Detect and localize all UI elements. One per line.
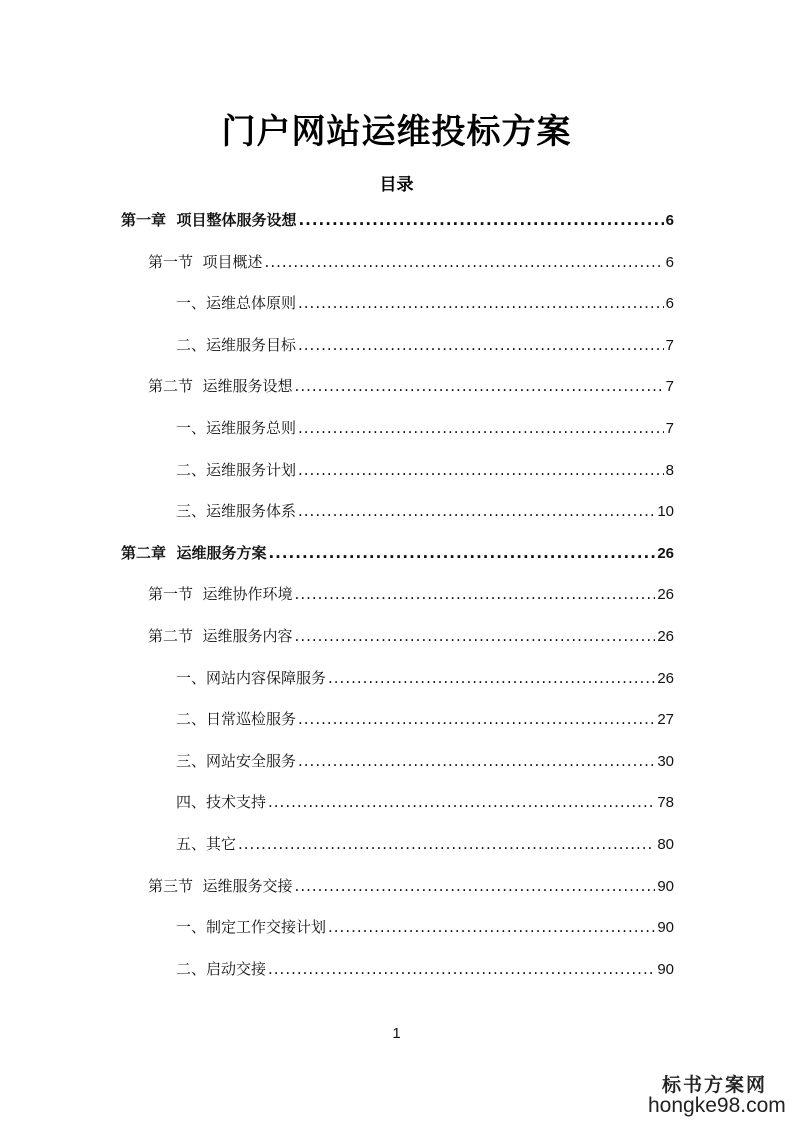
toc-entry-text: 三、网站安全服务 [176,752,297,770]
toc-entry-text: 第一节 运维协作环境 [148,585,293,603]
toc-entry-page: 26 [657,670,674,687]
toc-leader-dots [295,377,664,395]
toc-entry-text: 三、运维服务体系 [176,502,297,520]
toc-leader-dots [268,544,655,562]
toc-entry-text: 二、日常巡检服务 [176,710,297,728]
toc-entry-text: 二、启动交接 [176,960,267,978]
toc-leader-dots [295,877,656,895]
toc-entry-page: 90 [657,961,674,978]
toc-entry-page: 7 [665,378,674,395]
toc-entry[interactable] [148,875,674,899]
toc-entry-text: 第二节 运维服务设想 [148,377,293,395]
toc-leader-dots [265,253,664,271]
toc-entry[interactable] [176,417,674,441]
toc-leader-dots [298,211,663,229]
toc-entry[interactable] [148,375,674,399]
toc-entry-text: 一、制定工作交接计划 [176,918,327,936]
toc-entry-page: 90 [657,878,674,895]
toc-leader-dots [268,793,655,811]
toc-leader-dots [268,960,655,978]
toc-entry-page: 7 [665,420,674,437]
toc-entry-text: 二、运维服务目标 [176,336,297,354]
toc-entry-text: 第三节 运维服务交接 [148,877,293,895]
toc-entry[interactable] [176,833,674,857]
toc-entry-page: 26 [657,586,674,603]
toc-entry-text: 第一节 项目概述 [148,253,263,271]
toc-entry-text: 第二节 运维服务内容 [148,627,293,645]
toc-entry-page: 26 [657,628,674,645]
toc-entry-page: 7 [665,337,674,354]
toc-entry[interactable] [176,791,674,815]
toc-entry[interactable] [176,916,674,940]
toc-entry-page: 6 [665,295,674,312]
toc-entry[interactable] [176,334,674,358]
toc-entry-text: 一、网站内容保障服务 [176,669,327,687]
toc-heading: 目录 [379,175,414,195]
toc-leader-dots [238,835,655,853]
toc-leader-dots [298,502,655,520]
toc-entry-page: 8 [665,462,674,479]
toc-leader-dots [295,585,656,603]
toc-entry-page: 90 [657,919,674,936]
document-title: 门户网站运维投标方案 [221,112,572,152]
toc-entry[interactable] [176,667,674,691]
toc-entry[interactable] [176,500,674,524]
toc-entry[interactable] [121,209,674,233]
toc-entry[interactable] [148,251,674,275]
toc-leader-dots [298,419,664,437]
toc-entry[interactable] [176,459,674,483]
toc-entry[interactable] [176,750,674,774]
toc-entry[interactable] [176,958,674,982]
toc-leader-dots [328,918,655,936]
watermark-site-name: 标书方案网 [662,1074,768,1096]
toc-entry[interactable] [121,542,674,566]
toc-entry[interactable] [148,583,674,607]
toc-leader-dots [298,336,664,354]
toc-entry-page: 26 [657,545,674,562]
toc-leader-dots [298,294,664,312]
toc-leader-dots [328,669,655,687]
toc-leader-dots [298,752,655,770]
toc-entry[interactable] [176,708,674,732]
toc-leader-dots [298,710,655,728]
toc-entry[interactable] [176,292,674,316]
page-number: 1 [392,1025,401,1042]
toc-entry-page: 6 [665,212,674,229]
toc-entry-text: 一、运维总体原则 [176,294,297,312]
toc-entry-text: 第一章 项目整体服务设想 [121,211,297,229]
toc-leader-dots [298,461,664,479]
toc-entry-page: 27 [657,711,674,728]
toc-entry-page: 30 [657,753,674,770]
toc-leader-dots [295,627,656,645]
toc-entry-text: 五、其它 [176,835,237,853]
watermark-url: hongke98.com [648,1094,786,1117]
toc-entry-page: 78 [657,794,674,811]
toc-entry[interactable] [148,625,674,649]
toc-entry-text: 四、技术支持 [176,793,267,811]
toc-entry-text: 第二章 运维服务方案 [121,544,267,562]
toc-entry-page: 10 [657,503,674,520]
toc-entry-text: 一、运维服务总则 [176,419,297,437]
toc-entry-text: 二、运维服务计划 [176,461,297,479]
toc-entry-page: 6 [665,254,674,271]
toc-entry-page: 80 [657,836,674,853]
